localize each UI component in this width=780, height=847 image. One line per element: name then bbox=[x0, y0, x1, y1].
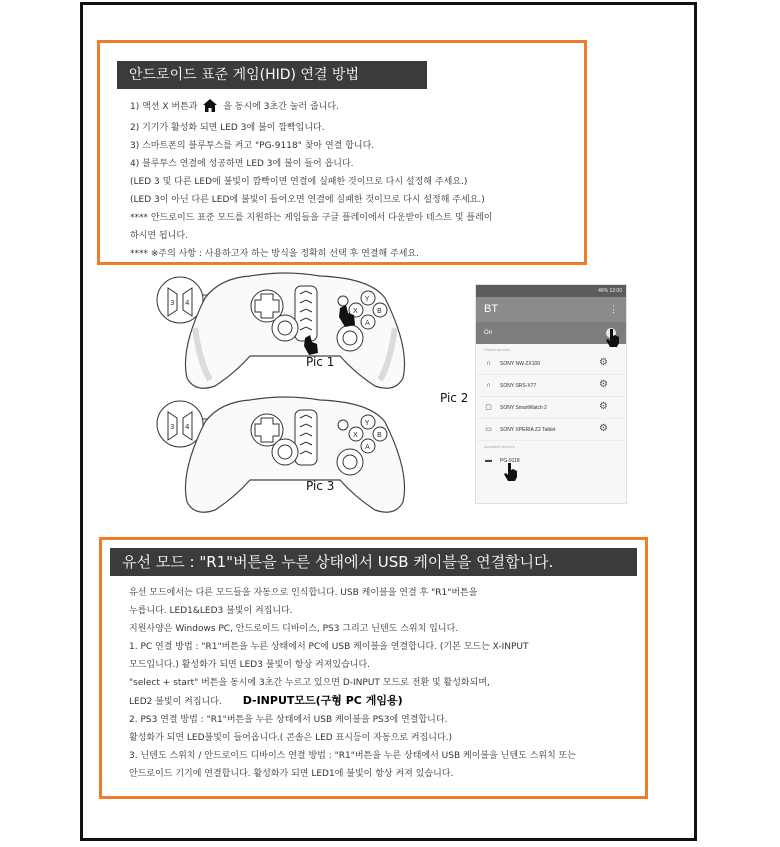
wired-text-line: LED2 불빛이 켜집니다. D-INPUT모드(구형 PC 게임용) bbox=[129, 694, 403, 708]
led3-label: 3 bbox=[170, 299, 175, 307]
watch-icon: ▢ bbox=[485, 403, 492, 411]
tablet-icon: ▭ bbox=[485, 425, 492, 433]
gamepad-icon: ▬ bbox=[485, 456, 492, 464]
bt-on-label: On bbox=[484, 330, 493, 336]
led4-label: 4 bbox=[185, 299, 190, 307]
headphones-icon: ∩ bbox=[485, 381, 492, 389]
hid-step-line: **** 안드로이드 표준 모드를 지원하는 게임들을 구글 플레이에서 다운받아 테스트 및 플레이 bbox=[130, 213, 493, 223]
wired-text-line: 유선 모드에서는 다른 모드들을 자동으로 인식합니다. USB 케이블을 연결 후 "R1"버튼을 bbox=[129, 588, 478, 598]
hid-step-line: (LED 3이 아닌 다른 LED에 불빛이 들어오면 연결에 실패한 것이므로 다시 설정해 주세요.) bbox=[130, 195, 485, 205]
wired-text-line: 1. PC 연결 방법 : "R1"버튼을 누른 상태에서 PC에 USB 케이블을 연결합니다. (기본 모드는 X-INPUT bbox=[129, 641, 529, 652]
gear-icon[interactable]: ⚙ bbox=[599, 379, 608, 390]
gear-icon[interactable]: ⚙ bbox=[599, 357, 608, 368]
pic3-label: Pic 3 bbox=[306, 479, 335, 493]
hid-step-line: 3) 스마트폰의 블루투스를 켜고 "PG-9118" 찾아 연결 합니다. bbox=[130, 141, 375, 151]
wired-text-line: 모드입니다.) 활성화가 되면 LED3 불빛이 항상 켜져있습니다. bbox=[129, 659, 371, 670]
pic2-label: Pic 2 bbox=[440, 391, 469, 405]
bt-toggle-row[interactable] bbox=[476, 322, 626, 344]
available-device-row[interactable]: ▬ PG-9118 bbox=[485, 456, 520, 464]
wired-text-line: 안드로이드 기기에 연결합니다. 활성화가 되면 LED1에 불빛이 항상 켜져 있습니다. bbox=[129, 769, 454, 780]
svg-text:Y: Y bbox=[365, 419, 370, 427]
paired-device-row[interactable]: ▢ SONY SmartWatch 2 ⚙ bbox=[476, 397, 626, 419]
svg-text:B: B bbox=[377, 431, 382, 439]
hid-instructions-box bbox=[97, 40, 587, 265]
hid-step-line: **** ※주의 사항 : 사용하고자 하는 방식을 정확히 선택 후 연결해 주세요. bbox=[130, 249, 419, 259]
gear-icon[interactable]: ⚙ bbox=[599, 401, 608, 412]
hand-pointer-icon bbox=[504, 463, 518, 481]
paired-devices-header: Paired devices bbox=[484, 347, 511, 352]
paired-device-row[interactable]: ∩ SONY SRS-X77 ⚙ bbox=[476, 375, 626, 397]
svg-text:Y: Y bbox=[365, 295, 370, 303]
controller-pic3 bbox=[155, 392, 415, 517]
hid-step-line: 하시면 됩니다. bbox=[130, 231, 188, 241]
bt-title: BT bbox=[484, 303, 499, 315]
hid-step-line: (LED 3 및 다른 LED에 불빛이 깜빡이면 연결에 실패한 것이므로 다시 설정해 주세요.) bbox=[130, 177, 468, 187]
wired-text-line: 누릅니다. LED1&LED3 불빛이 켜집니다. bbox=[129, 605, 293, 616]
wired-text-line: "select + start" 버튼을 동시에 3초간 누르고 있으면 D-INPUT 모드로 전환 및 활성화되며, bbox=[129, 677, 490, 688]
wired-text-line: 활성화가 되면 LED불빛이 들어옵니다.( 콘솔은 LED 표시등이 자동으로 켜집니다.) bbox=[129, 733, 453, 744]
led4-label: 4 bbox=[185, 423, 190, 431]
svg-text:X: X bbox=[353, 307, 358, 315]
hid-section-title: 안드로이드 표준 게임(HID) 연결 방법 bbox=[117, 61, 427, 89]
svg-text:X: X bbox=[353, 431, 358, 439]
wired-text-line: 3. 닌텐도 스위치 / 안드로이드 디바이스 연결 방법 : "R1"버튼을 누른 상태에서 USB 케이블을 닌텐도 스위치 또는 bbox=[129, 751, 576, 762]
svg-text:B: B bbox=[377, 307, 382, 315]
paired-device-row[interactable]: ▭ SONY XPERIA Z2 Tablet ⚙ bbox=[476, 419, 626, 441]
paired-device-row[interactable]: ∩ SONY NW-ZX100 ⚙ bbox=[476, 353, 626, 375]
hand-pointer-icon bbox=[606, 329, 620, 347]
available-devices-header: Available devices bbox=[484, 444, 515, 449]
gear-icon[interactable]: ⚙ bbox=[599, 423, 608, 434]
hid-step-1: 1) 액션 X 버튼과 을 동시에 3초간 눌러 줍니다. bbox=[130, 98, 580, 119]
wired-text-line: 지원사양은 Windows PC, 안드로이드 디바이스, PS3 그리고 닌텐도 스위치 입니다. bbox=[129, 623, 459, 634]
dinput-mode-note: D-INPUT모드(구형 PC 게임용) bbox=[242, 694, 403, 708]
wired-mode-box bbox=[99, 537, 648, 799]
headphones-icon: ∩ bbox=[485, 359, 492, 367]
phone-status-bar: 46% 12:00 bbox=[476, 285, 626, 297]
hid-steps bbox=[130, 98, 580, 263]
controller-pic1 bbox=[155, 268, 415, 393]
home-icon bbox=[203, 99, 217, 119]
svg-text:A: A bbox=[365, 319, 370, 327]
bt-app-bar bbox=[476, 297, 626, 322]
hid-step-line: 4) 블루투스 연결에 성공하면 LED 3에 불이 들어 옵니다. bbox=[130, 159, 354, 169]
wired-section-title: 유선 모드 : "R1"버튼을 누른 상태에서 USB 케이블을 연결합니다. bbox=[110, 548, 637, 576]
led3-label: 3 bbox=[170, 423, 175, 431]
hid-step-line: 2) 기기가 활성화 되면 LED 3에 불이 깜빡입니다. bbox=[130, 123, 325, 133]
pic1-label: Pic 1 bbox=[306, 355, 335, 369]
wired-text-line: 2. PS3 연결 방법 : "R1"버튼을 누른 상태에서 USB 케이블을 PS3에 연결합니다. bbox=[129, 715, 448, 726]
overflow-menu-icon[interactable]: ⋮ bbox=[609, 304, 618, 314]
svg-text:A: A bbox=[365, 443, 370, 451]
wired-steps bbox=[129, 585, 644, 784]
phone-bluetooth-screen bbox=[475, 284, 627, 504]
